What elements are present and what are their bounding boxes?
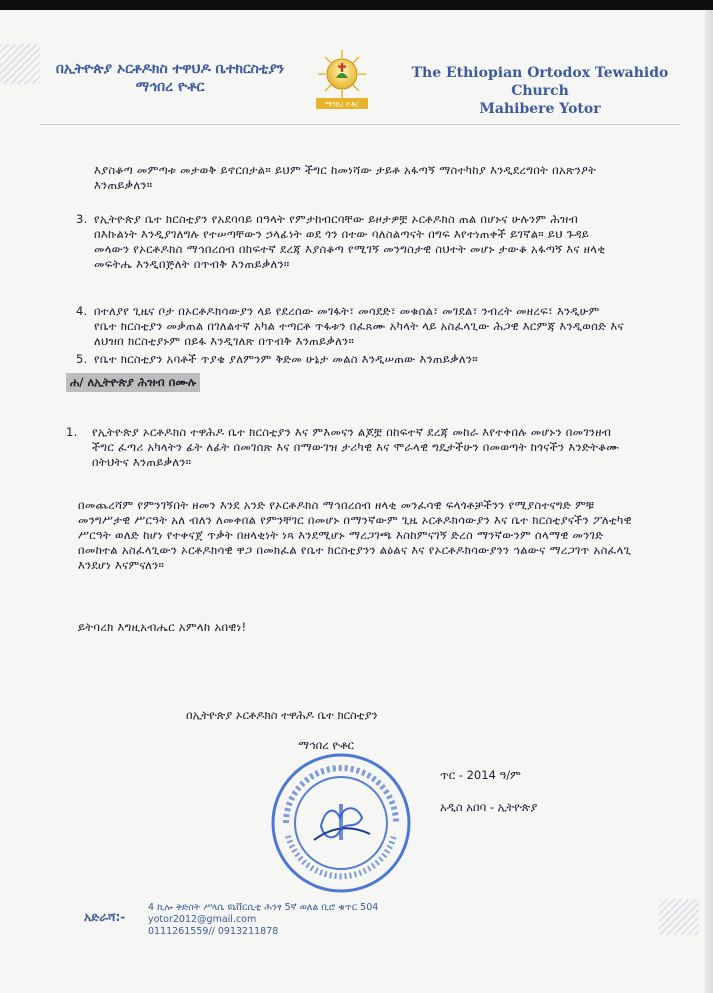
header-amharic-sub: ማኅበረ ዮቶር xyxy=(135,79,205,95)
list-item-text: የኢትዮጵያ ቤተ ክርስቲያን የአደባባይ በዓላት የምታከብርባቸው ይዞታዎቿ ኦርቶዶክስ ጠል በሆኑና ሁሉንም ሕዝብ በእኩልነት እንዲያገለግሉ የተሠጣቸውን ኃላፊነት ወደ ጎን በተው ባለስልጣናት በግፍ እየተነጠቀች ይገኛል። ይህ ጉዳይ መላውን የኦርቶዶክስ ማኅበረሰብ በከፍተኛ ደረጃ እያስቆጣ የሚገኝ መንግስታዊ ስህተት መሆኑ ታውቆ አፋጣኝ እና ዘላቂ መፍትሔ እንዲበጅለት በጥብቅ እንጠይቃለን። xyxy=(94,212,606,271)
signature-association: ማኅበረ ዮቶር xyxy=(298,738,355,752)
blessing-line: ይትባረክ እግዚአብሔር አምላከ አበዊነ! xyxy=(78,620,247,634)
footer-address xyxy=(148,902,378,938)
header-divider xyxy=(40,124,680,125)
letter-place: አዲስ አበባ - ኢትዮጵያ xyxy=(440,800,538,814)
official-stamp xyxy=(266,748,416,898)
email-address: yotor2012@gmail.com xyxy=(148,914,257,925)
address-line: 4 ኪሎ ቅድስት ሥላሴ ዩኒቨርሲቲ ሕንፃ 5ኛ ወለል ቢሮ ቁጥር 504 xyxy=(148,902,379,913)
section-heading: ሐ/ ለኢትዮጵያ ሕዝብ በሙሉ xyxy=(66,373,200,392)
decorative-stripes-top xyxy=(0,44,40,84)
church-logo xyxy=(304,48,380,110)
list-item-text: የቤተ ክርስቲያን አባቶች ጥያቄ ያለምንም ቅድመ ሁኔታ መልስ እንዲሠጠው እንጠይቃለን። xyxy=(94,352,478,366)
logo-caption: ማኅበረ ዮቶር xyxy=(324,100,360,109)
list-item-number: 5. xyxy=(76,352,88,366)
header-amharic-name: በኢትዮጵያ ኦርቶዶክስ ተዋህዶ ቤተክርስቲያን xyxy=(55,61,285,77)
closing-paragraph: በመጨረሻም የምንገኝበት ዘመን እንደ አንድ የኦርቶዶክስ ማኅበረሰብ ዘላቂ መንፈሳዊ ፍላጎቶቻችንን የሚያስተናግድ ምቹ መንግሥታዊ ሥርዓት አለ ብለን ለመቀበል የምንቸገር በመሆኑ በማንኛውም ጊዜ ኦርቶዶክሳውያን እና ቤተ ክርስቲያናችን ፖለቲካዊ ሥርዓት ወለድ ከሆነ የተቀናጀ ጥቃት በዘላቂነት ነጻ እንደሚሆኑ ማረጋገጫ እስከምናገኝ ድረስ ማንኛውንም ሰላማዊ መንገድ በመከተል አስፈላጊውን ኦርቶዶክሳዊ ዋጋ በመክፈል የቤተ ክርስቲያንን ልዕልና እና የኦርቶዶክሳውያንን ኅልውና ማረጋገጥ አስፈላጊ እንደሆነ እናምናለን። xyxy=(78,498,632,572)
header-amharic xyxy=(40,60,300,96)
intro-paragraph: እያስቆጣ መምጣቱ መታወቅ ይኖርበታል። ይህም ችግር ከመነሻው ታይቶ አፋጣኝ ማስተካከያ እንዲደረግበት በአጽንዖት እንጠይቃለን። xyxy=(94,163,597,192)
signature-organization: በኢትዮጵያ ኦርቶዶክስ ተዋሕዶ ቤተ ክርስቲያን xyxy=(186,708,378,722)
decorative-stripes-bottom xyxy=(659,899,699,935)
list-item-number: 3. xyxy=(76,212,88,226)
phone-numbers: 0111261559// 0913211878 xyxy=(148,926,279,937)
header-english xyxy=(390,64,690,118)
letter-date: ጥር - 2014 ዓ/ም xyxy=(440,768,521,782)
list-item-number: 1. xyxy=(66,425,78,439)
top-edge xyxy=(0,0,713,10)
address-label: አድራሻ:- xyxy=(84,910,126,924)
header-english-name: The Ethiopian Ortodox Tewahido Church xyxy=(411,65,669,99)
right-edge xyxy=(705,10,713,993)
list-item-number: 4. xyxy=(76,304,88,318)
header-english-sub: Mahibere Yotor xyxy=(479,101,601,117)
list-item-text: በተለያየ ጊዜና ቦታ በኦርቶዶክሳውያን ላይ የደረሰው መገፋት፣ መሳደድ፣ መቁሰል፣ መገደል፣ ንብረት መዘረፍ፣ እንዲሁም የቤተ ክርስቲያን መቃጠል በገለልተኛ አካል ተጣርቶ ጥፋቱን በፈጸሙ አካላት ላይ አስፈላጊው ሕጋዊ እርምጃ እንዲወሰድ እና ለህዝበ ክርስቲያኑም በይፋ እንዲገለጽ በጥብቅ እንጠይቃለን። xyxy=(94,304,624,348)
list-item-text: የኢትዮጵያ ኦርቶዶክስ ተዋሕዶ ቤተ ክርስቲያን እና ምእመናን ልጆቿ በከፍተኛ ደረጃ መከራ እየተቀበሉ መሆኑን በመገንዘብ ችግር ፈጣሪ አካላትን ፊት ለፊት በመገሰጽ እና በማውገዝ ታሪካዊ እና ሞራላዊ ግዴታችሁን በመወጣት ከጎናችን እንድትቆሙ በትህትና እንጠይቃለን። xyxy=(92,425,620,469)
